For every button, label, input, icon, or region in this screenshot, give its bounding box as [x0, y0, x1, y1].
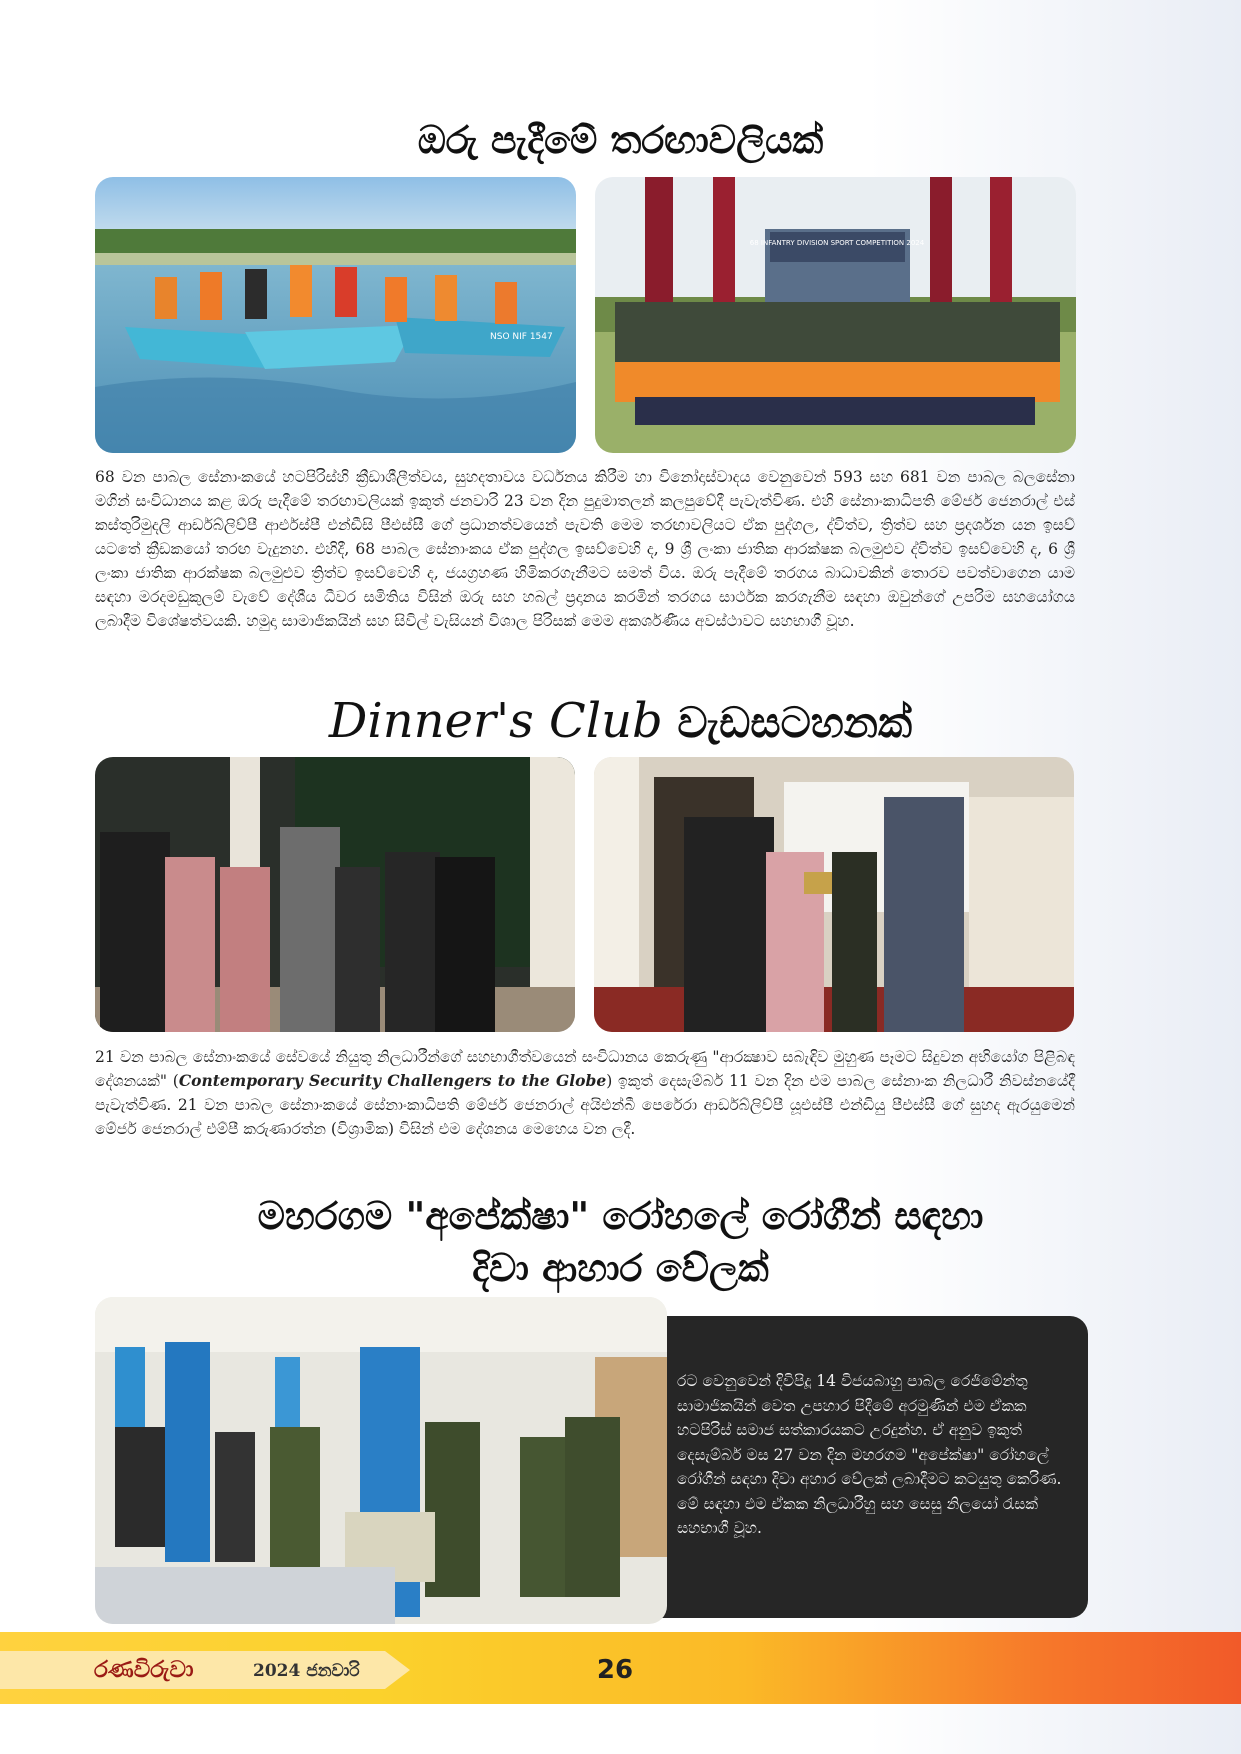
brand-logo: රණවිරුවා	[94, 1657, 194, 1683]
handshake-photo	[95, 757, 575, 1032]
article3-title-line2: දිවා ආහාර වේලක්	[472, 1246, 769, 1290]
article1-title: ඔරු පැදීමේ තරඟාවලියක්	[417, 118, 824, 162]
boat-number-label: NSO NIF 1547	[490, 332, 553, 342]
article3-title	[0, 1190, 1241, 1294]
article2-body-post: ) ඉකුත් දෙසැම්බර් 11 වන දින එම පාබල සේනාංක නිලධාරී නිවස්නයේදී පැවැත්විණ. 21 වන පාබල සේනාංකයේ සේනාංකාධිපති මේජර් ජෙනරාල් අයිඑන්බී පෙරේරා ආර්ඩබ්ලිව්පී යූඑස්පී එන්ඩියු පීඑස්සී ගේ සුහද ඇරයුමෙන් මේජර් ජෙනරාල් එම්පී කරුණාරත්න (විශ්‍රාමික) විසින් එම දේශනය මෙහෙය වන ලදී.	[95, 1072, 1075, 1138]
article2-title-sinhala: වැඩසටහනක්	[677, 698, 913, 747]
prize-group-photo	[595, 177, 1076, 453]
boat-race-photo	[95, 177, 576, 453]
page-number: 26	[596, 1655, 634, 1685]
article2-lecture-title: Contemporary Security Challengers to the Globe	[178, 1071, 607, 1090]
article1-body: 68 වන පාබල සේනාංකයේ හටපිරිස්හි ක්‍රීඩාශීලීත්වය, සුහදතාවය වර්ධනය කිරීම හා විනෝදාස්වාදය වෙනුවෙන් 593 සහ 681 වන පාබල බලසේනා මගින් සංවිධානය කළ ඔරු පැදීමේ තරඟාවලියක් ඉකුත් ජනවාරි 23 වන දින පුදුමාතලන් කලපුවේදී පැවැත්විණ. එහි සේනාංකාධිපති මේජර් ජෙනරාල් එස් කස්තුරිමුදලි ආර්ඩබ්ලිව්පී ආර්එස්පී එන්ඩීසි පීඑස්සී ගේ ප්‍රධානත්වයෙන් පැවති මෙම තරඟාවලියට ඒක පුද්ගල, ද්විත්ව, ත්‍රිත්ව සහ ප්‍රදර්ශන යන ඉසව් යටතේ ක්‍රීඩකයෝ තරඟ වැදුනහ. එහිදී, 68 පාබල සේනාංකය ඒක පුද්ගල ඉසව්වෙහි ද, 9 ශ්‍රී ලංකා ජාතික ආරක්ෂක බලමුළුව ද්විත්ව ඉසව්වෙහි ද, 6 ශ්‍රී ලංකා ජාතික ආරක්ෂක බලමුළුව ත්‍රිත්ව ඉසව්වෙහි ද, ජයග්‍රහණ හිමිකරගැනීමට සමත් විය. ඔරු පැදීමේ තරගය බාධාවකින් තොරව පවත්වාගෙන යාම සඳහා මරදමඩුකුලම් වැවේ දේශීය ධීවර සමිතිය විසින් ඔරු සහ හබල් ප්‍රදානය කරමින් තරගය සාර්ථක කරගැනීම සඳහා ඔවුන්ගේ උපරිම සහයෝගය ලබාදීම විශේෂත්වයකි. හමුදා සාමාජිකයින් සහ සිවිල් වැසියන් විශාල පිරිසක් මෙම අකර්ශණීය අවස්ථාවට සහභාගී වූහ.	[95, 468, 1075, 630]
hospital-ward-photo	[95, 1297, 667, 1624]
article2-title-latin: Dinner's Club	[328, 693, 663, 749]
article2-title	[0, 690, 1241, 754]
article2-body	[95, 1045, 1075, 1141]
issue-date: 2024 ජනවාරි	[253, 1661, 360, 1681]
award-presentation-photo	[594, 757, 1074, 1032]
article3-body: රට වෙනුවෙන් දිවිපිදූ 14 විජයබාහු පාබල රෙජිමේන්තු සාමාජිකයින් වෙත උපහාර පිදීමේ අරමුණින් එම ඒකක හටපිරිස් සමාජ සත්කාරයකට උරදුන්හ. ඒ අනුව ඉකුත් දෙසැම්බර් මස 27 වන දින මහරගම "අපේක්ෂා" රෝහලේ රෝගීන් සඳහා දිවා අහාර වේලක් ලබාදීමට කටයුතු කෙරිණ. මේ සඳහා එම ඒකක නිලධාරීහු සහ සෙසු නිලයෝ රැසක් සහභාගී වූහ.	[677, 1372, 1062, 1537]
banner-text: 68 INFANTRY DIVISION SPORT COMPETITION 2024	[749, 239, 925, 247]
article2-body-pre: 21 වන පාබල සේනාංකයේ සේවයේ නියුතු නිලධාරීන්ගේ සහභාගීත්වයෙන් සංවිධානය කෙරුණු "ආරක්‍ෂාව සබැඳිව මුහුණ පෑමට සිදුවන අභියෝග පිළිබඳ දේශනයක්" (	[95, 1048, 1075, 1090]
article3-title-line1: මහරගම "අපේක්ෂා" රෝහලේ රෝගීන් සඳහා	[257, 1194, 984, 1238]
